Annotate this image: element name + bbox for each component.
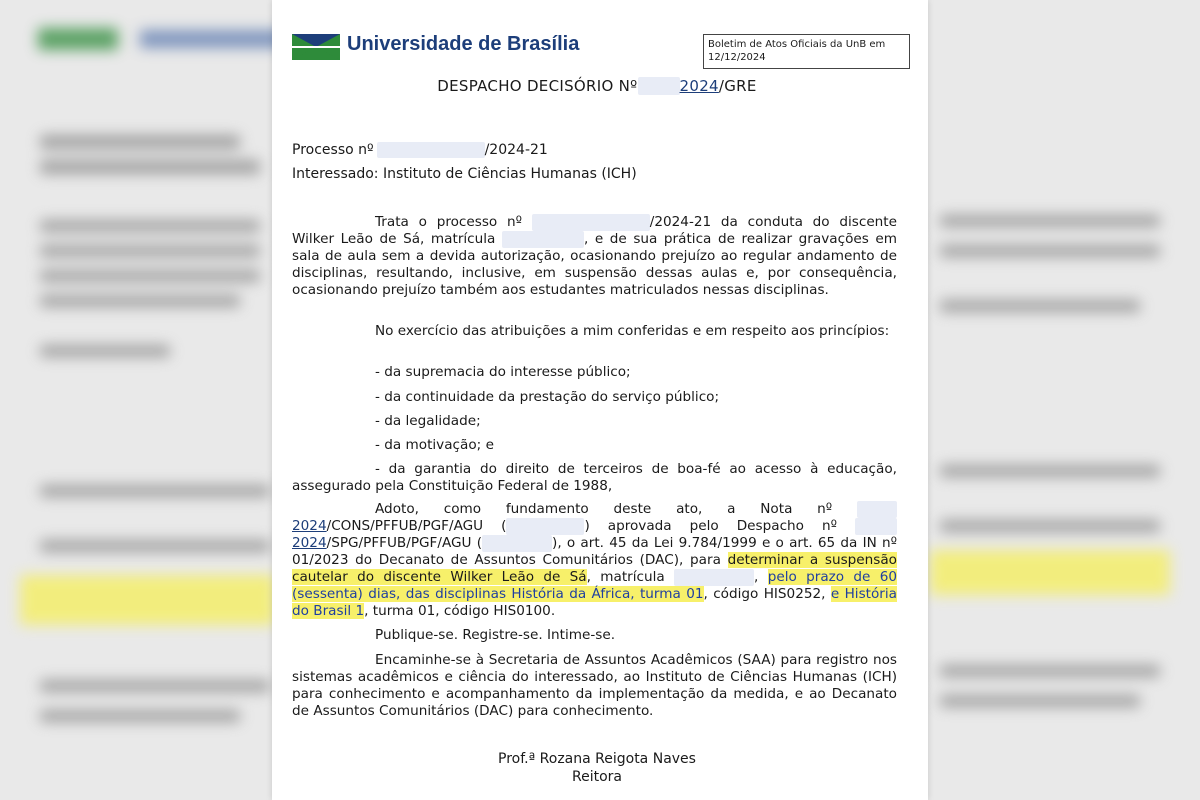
- principle-item: - da motivação; e: [375, 437, 494, 453]
- document-title: [272, 77, 922, 95]
- boletim-line-2: 12/12/2024: [708, 52, 766, 63]
- principle-item: - da supremacia do interesse público;: [375, 364, 631, 380]
- paragraph-5: Publique-se. Registre-se. Intime-se.: [375, 627, 616, 643]
- title-year: 2024: [679, 77, 719, 95]
- paragraph-4: Adoto, como fundamento deste ato, a Nota nº 2024/CONS/PFFUB/PGF/AGU ( ) aprovada pelo Despacho nº 2024/SPG/PFFUB/PGF/AGU ( ), o art. 45 da Lei 9.784/1999 e o art. 65 da IN nº 01/2023 do Decanato de Assuntos Comunitários (DAC), para determinar a suspensão cautelar do discente Wilker Leão de Sá, matrícula , pelo prazo de 60 (sessenta) dias, das disciplinas História da África, turma 01, código HIS0252, e História do Brasil 1, turma 01, código HIS0100.: [292, 501, 898, 619]
- paragraph-6: Encaminhe-se à Secretaria de Assuntos Acadêmicos (SAA) para registro nos sistemas acadêmicos e ciência do interessado, ao Instituto de Ciências Humanas (ICH) para conhecimento e acompanhamento da implementação da medida, e ao Decanato de Assuntos Comunitários (DAC) para conhecimento.: [292, 652, 897, 719]
- highlight-suspension: determinar a suspensão cautelar do discente Wilker Leão de Sá: [292, 552, 897, 585]
- principle-item: - da legalidade;: [375, 413, 481, 429]
- principle-item: - da continuidade da prestação do serviço público;: [375, 389, 720, 405]
- paragraph-3: - da garantia do direito de terceiros de boa-fé ao acesso à educação, assegurado pela Constituição Federal de 1988,: [292, 461, 897, 494]
- paragraph-2: No exercício das atribuições a mim conferidas e em respeito aos princípios:: [375, 323, 890, 339]
- highlight-course: e História do Brasil 1: [292, 586, 898, 619]
- boletim-box: [703, 34, 910, 69]
- title-suffix: /GRE: [718, 77, 757, 95]
- highlight-period: pelo prazo de 60 (sessenta) dias, das disciplinas História da África, turma 01: [292, 569, 898, 602]
- interessado-line: Interessado: Instituto de Ciências Humanas (ICH): [292, 166, 637, 182]
- signature-name: Prof.ª Rozana Reigota Naves: [498, 751, 696, 767]
- redacted-number: [638, 77, 680, 95]
- signature: [272, 750, 922, 786]
- title-prefix: DESPACHO DECISÓRIO Nº: [437, 77, 638, 95]
- document-page: [272, 0, 928, 800]
- redacted-processo: [377, 142, 485, 158]
- signature-role: Reitora: [572, 769, 622, 785]
- university-name: Universidade de Brasília: [347, 33, 580, 55]
- paragraph-1: Trata o processo nº /2024-21 da conduta do discente Wilker Leão de Sá, matrícula , e de sua prática de realizar gravações em sala de aula sem a devida autorização, ocasionando prejuízo ao regular andamento de disciplinas, resultando, inclusive, em suspensão dessas aulas e, por consequência, ocasionando prejuízo também aos estudantes matriculados nessas disciplinas.: [292, 214, 898, 298]
- boletim-line-1: Boletim de Atos Oficiais da UnB em: [708, 39, 886, 50]
- unb-logo-icon: [292, 34, 340, 60]
- processo-line: Processo nº /2024-21: [292, 142, 548, 158]
